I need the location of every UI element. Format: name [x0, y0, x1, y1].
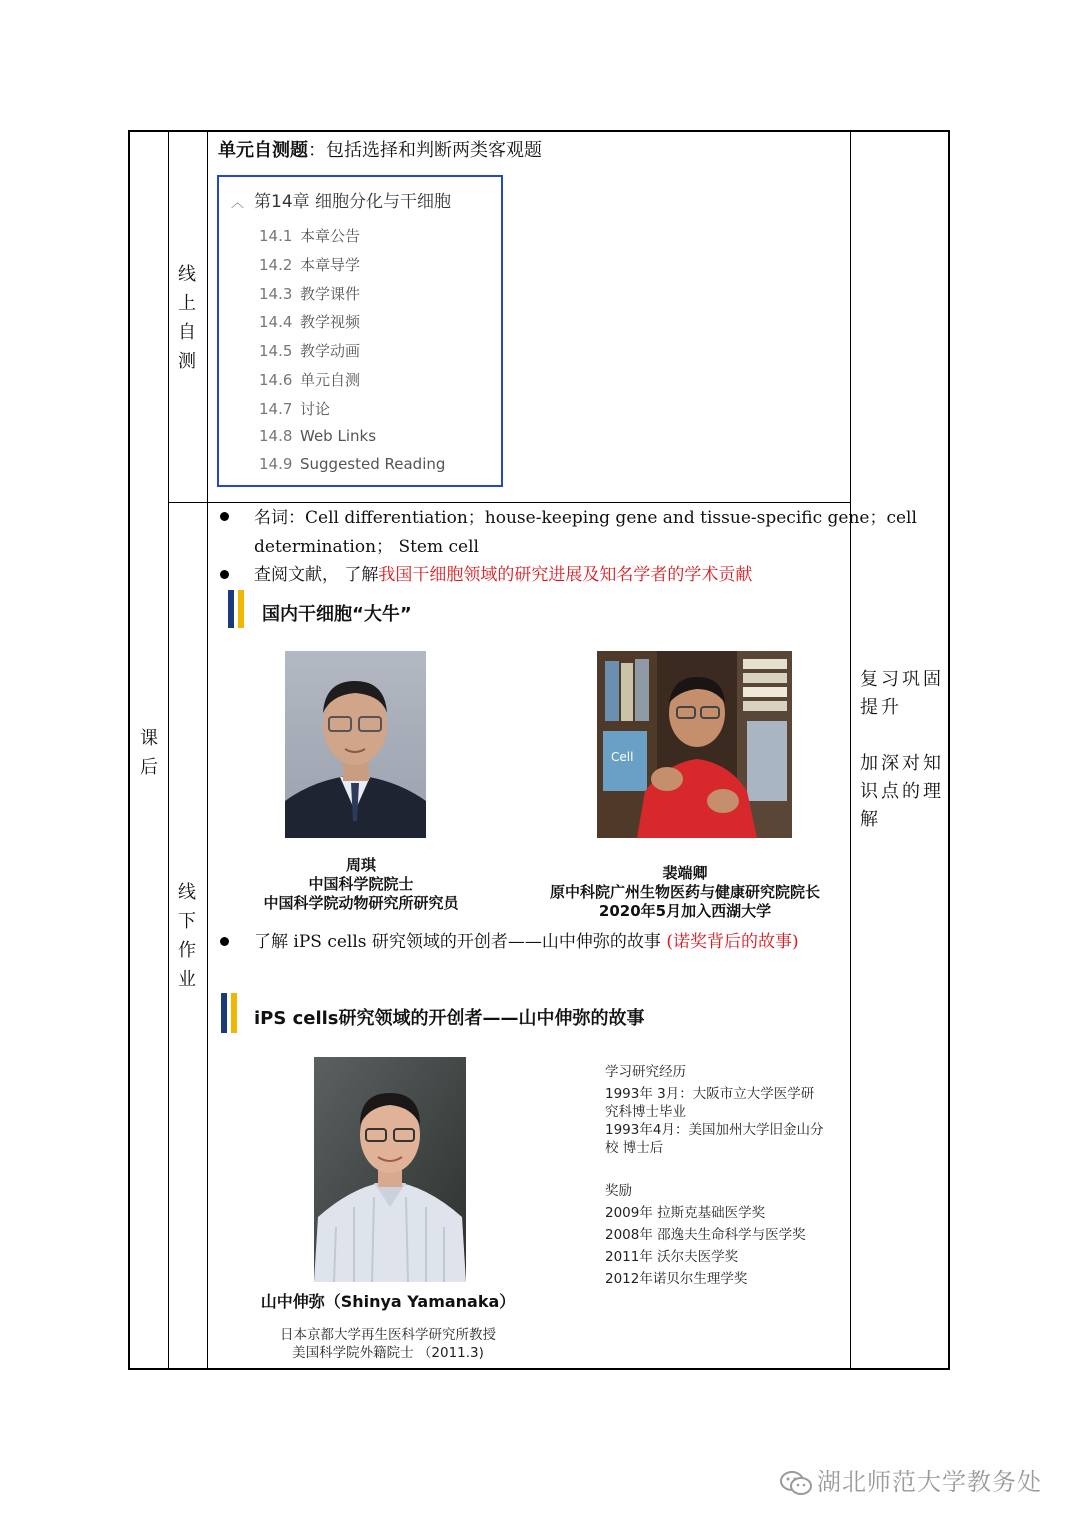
chapter-item[interactable]: 14.1 本章公告 — [259, 227, 361, 245]
study-line: 校 博士后 — [605, 1140, 664, 1156]
chapter-item[interactable]: 14.2 本章导学 — [259, 255, 361, 274]
pei-duanqing-title-1: 原中科院广州生物医药与健康研究院院长 — [549, 883, 820, 901]
watermark — [779, 1462, 1042, 1497]
column-divider — [207, 132, 208, 1368]
literature-task-highlight: 我国干细胞领域的研究进展及知名学者的学术贡献 — [378, 565, 753, 585]
award-line: 2011年 沃尔夫医学奖 — [605, 1249, 739, 1265]
awards — [605, 1180, 845, 1290]
chapter-heading-text: 第14章 细胞分化与干细胞 — [254, 192, 452, 212]
award-line: 2009年 拉斯克基础医学奖 — [605, 1205, 766, 1221]
review-note: 复习巩固提升 — [860, 669, 944, 718]
zhou-qi-caption — [250, 856, 472, 913]
yamanaka-slide-title: iPS cells研究领域的开创者——山中伸弥的故事 — [254, 1008, 645, 1029]
yamanaka-name: 山中伸弥（Shinya Yamanaka） — [260, 1292, 516, 1311]
study-line: 1993年 3月：大阪市立大学医学研 — [605, 1086, 815, 1102]
row-divider — [168, 502, 850, 503]
pei-duanqing-title-2: 2020年5月加入西湖大学 — [598, 902, 772, 920]
chapter-item[interactable]: 14.5 教学动画 — [259, 342, 361, 361]
chapter-item[interactable]: 14.7 讨论 — [259, 399, 331, 418]
terms-line-1: 名词：Cell differentiation；house-keeping gene and tissue-specific gene；cell — [254, 508, 917, 528]
chapter-heading[interactable] — [231, 187, 451, 212]
offline-homework-label: 线下作业 — [178, 882, 196, 990]
watermark-text: 湖北师范大学教务处 — [817, 1468, 1042, 1496]
chapter-menu — [217, 175, 503, 487]
chapter-item[interactable]: 14.9 Suggested Reading — [259, 455, 446, 474]
awards-heading: 奖励 — [605, 1183, 632, 1199]
literature-task-text: 查阅文献， 了解 — [254, 565, 379, 585]
column-divider — [168, 132, 169, 1368]
yamanaka-task-text: 了解 iPS cells 研究领域的开创者——山中伸弥的故事 — [254, 932, 661, 952]
yamanaka-title-1: 日本京都大学再生医科学研究所教授 — [280, 1327, 496, 1343]
column-divider — [850, 132, 851, 1368]
svg-text:Cell: Cell — [611, 750, 634, 764]
bullet-dot — [220, 937, 229, 946]
chevron-up-icon[interactable]: ︿ — [231, 196, 245, 211]
award-line: 2008年 邵逸夫生命科学与医学奖 — [605, 1227, 806, 1243]
zhou-qi-title-2: 中国科学院动物研究所研究员 — [263, 894, 459, 912]
unit-test-title — [218, 136, 542, 162]
online-selftest-label: 线上自测 — [178, 264, 196, 372]
yamanaka-title-2: 美国科学院外籍院士 （2011.3) — [292, 1345, 484, 1361]
unit-test-title-bold: 单元自测题 — [218, 140, 308, 161]
study-line: 究科博士毕业 — [605, 1104, 686, 1120]
terms-line-2: determination； Stem cell — [254, 537, 479, 557]
zhou-qi-name: 周琪 — [345, 856, 376, 874]
accent-bar — [238, 590, 244, 628]
bullet-dot — [220, 570, 229, 579]
yamanaka-affiliation — [258, 1326, 518, 1362]
study-history — [605, 1063, 845, 1157]
bullet-dot — [220, 512, 229, 521]
chapter-item-list — [259, 225, 445, 484]
chapter-item[interactable]: 14.3 教学课件 — [259, 284, 361, 303]
domestic-stem-cell-title: 国内干细胞“大牛” — [262, 604, 412, 625]
yamanaka-task-highlight: (诺奖背后的故事) — [666, 932, 799, 952]
chapter-item[interactable]: 14.8 Web Links — [259, 426, 377, 445]
study-heading: 学习研究经历 — [605, 1064, 686, 1080]
deepen-note: 加深对知识点的理解 — [860, 753, 944, 830]
wechat-icon — [779, 1470, 813, 1496]
unit-test-title-rest: ：包括选择和判断两类客观题 — [308, 140, 542, 161]
accent-bar — [231, 993, 237, 1033]
literature-task — [254, 561, 752, 589]
zhou-qi-photo — [285, 651, 426, 838]
pei-duanqing-photo — [597, 651, 792, 838]
study-line: 1993年4月：美国加州大学旧金山分 — [605, 1122, 824, 1138]
accent-bar — [221, 993, 227, 1033]
zhou-qi-title-1: 中国科学院院士 — [308, 875, 414, 893]
chapter-item[interactable]: 14.4 教学视频 — [259, 313, 361, 332]
chapter-item[interactable]: 14.6 单元自测 — [259, 370, 361, 389]
after-class-label: 课后 — [140, 728, 158, 778]
award-line: 2012年诺贝尔生理学奖 — [605, 1271, 748, 1287]
pei-duanqing-name: 裴端卿 — [662, 864, 708, 882]
pei-duanqing-caption — [540, 864, 830, 921]
accent-bar — [228, 590, 234, 628]
yamanaka-photo — [314, 1057, 466, 1282]
yamanaka-task — [254, 928, 799, 956]
